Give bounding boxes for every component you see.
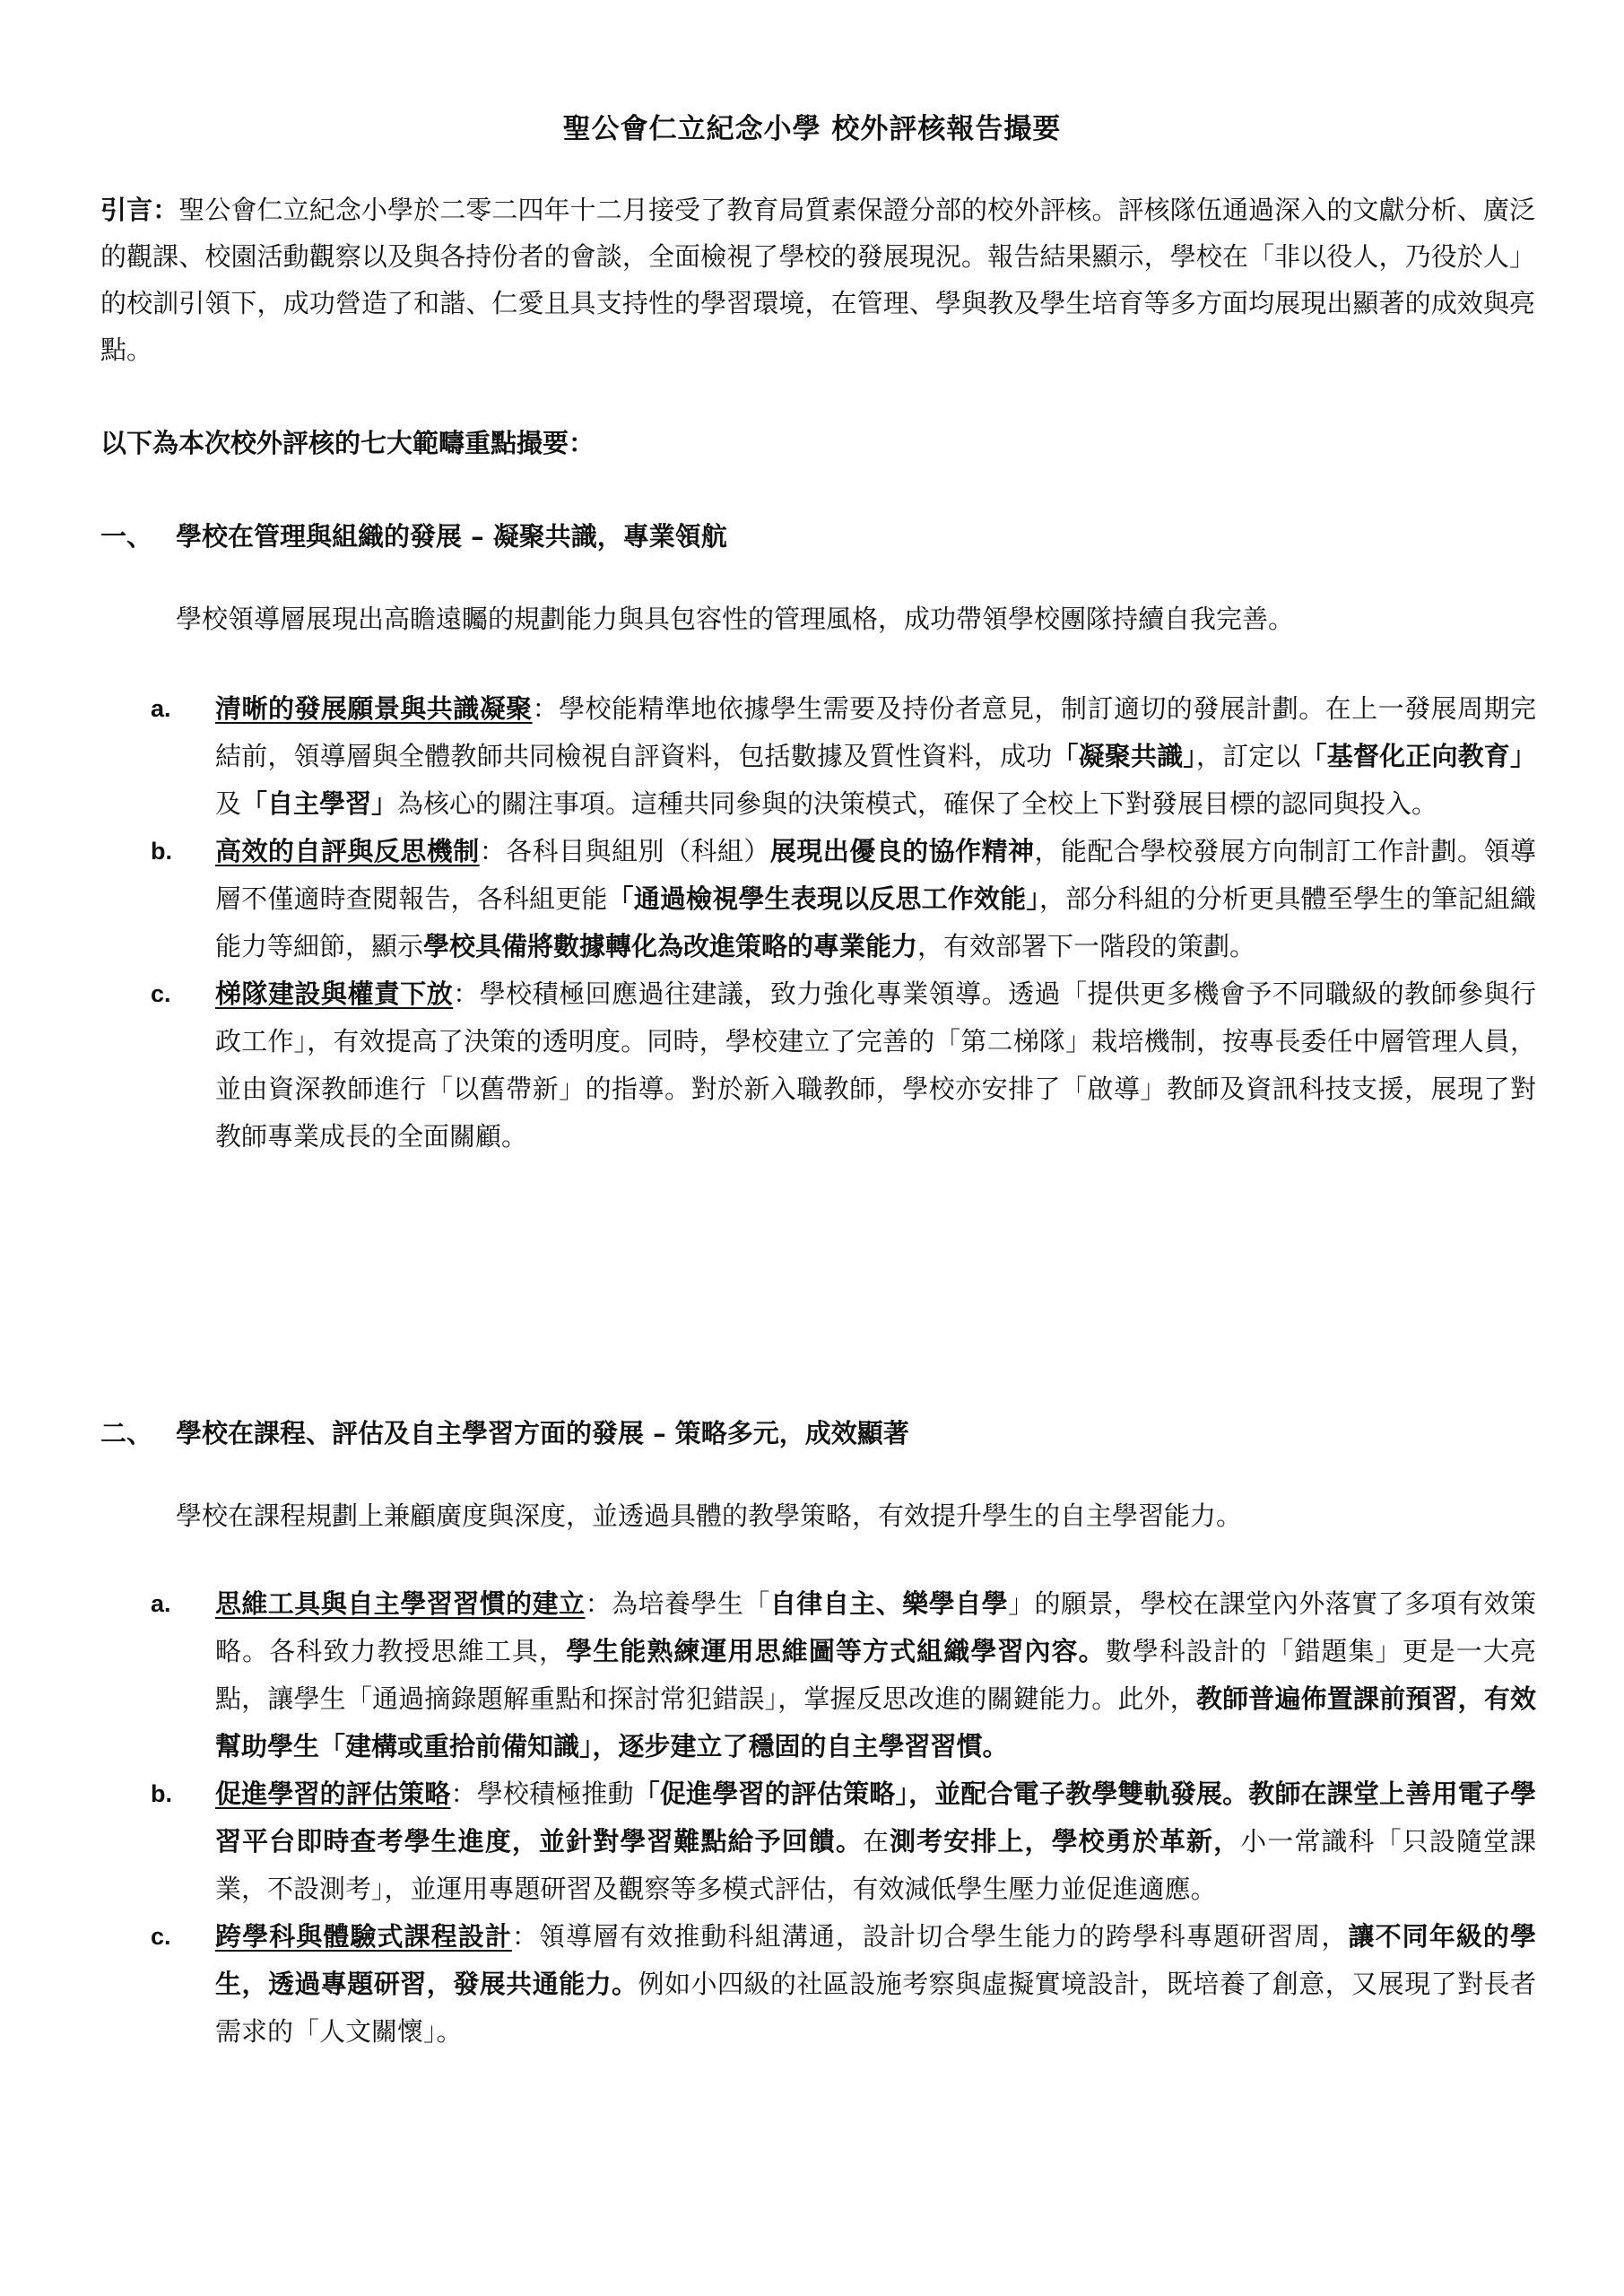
item-emphasis: 自律自主、樂學自學 [769,1588,1009,1619]
item-emphasis: 教師普遍佈置課前預習，有效幫助學生「建構或重拾前備知識」，逐步建立了穩固的自主學習習慣。 [215,1683,1536,1761]
item-text: ：領導層有效推動科組溝通，設計切合學生能力的跨學科專題研習周， [511,1921,1349,1952]
list-marker: a. [151,695,171,722]
section-title: 學校在課程、評估及自主學習方面的發展 – 策略多元，成效顯著 [176,1418,909,1448]
section-1-items [151,685,1536,1161]
item-emphasis: 測考安排上，學校勇於革新， [890,1826,1241,1857]
section-number: 二、 [100,1418,153,1448]
item-lead: 高效的自評與反思機制 [215,836,480,866]
section-title: 學校在管理與組織的發展 – 凝聚共識，專業領航 [176,521,727,552]
item-text: 及 [215,788,242,819]
item-text: 」的願景，學校在課堂內外落實了多項有效策略。各科致力教授思維工具， [215,1588,1536,1666]
item-text: 在 [862,1826,890,1857]
item-text: ，有效部署下一階段的策劃。 [917,931,1256,961]
item-text: ，部分科組的分析更具體至學生的筆記組織能力等細節，顯示 [215,883,1536,961]
item-text: 數學科設計的「錯題集」更是一大亮點，讓學生「通過摘錄題解重點和探討常犯錯誤」，掌握反思改進的關鍵能力。此外， [215,1636,1536,1714]
item-emphasis: 「凝聚共識」 [1052,741,1196,771]
item-lead: 思維工具與自主學習習慣的建立 [215,1588,586,1619]
list-item [151,828,1536,970]
item-text: ：學校能精準地依據學生需要及持份者意見，制訂適切的發展計劃。在上一發展周期完結前，領導層與全體教師共同檢視自評資料，包括數據及質性資料，成功 [215,693,1536,771]
list-marker: b. [151,1780,172,1807]
item-text: ：為培養學生「 [585,1588,770,1619]
item-emphasis: 學生能熟練運用思維圖等方式組織學習內容。 [566,1636,1106,1666]
list-marker: c. [151,1923,171,1950]
item-emphasis: 學校具備將數據轉化為改進策略的專業能力 [423,931,918,961]
item-emphasis: 「自主學習」 [241,788,398,819]
list-item [151,1770,1536,1913]
section-2-items [151,1580,1536,2056]
intro-paragraph [100,187,1535,373]
section-number: 一、 [100,521,153,552]
section-2-intro: 學校在課程規劃上兼顧廣度與深度，並透過具體的教學策略，有效提升學生的自主學習能力。 [176,1500,1243,1531]
item-text: 為核心的關注事項。這種共同參與的決策模式，確保了全校上下對發展目標的認同與投入。 [397,788,1438,819]
item-text: 小一常識科「只設隨堂課業，不設測考」，並運用專題研習及觀察等多模式評估，有效減低學生壓力並促進適應。 [215,1826,1536,1904]
section-2-heading [100,1410,909,1457]
item-text: ：各科目與組別（科組） [479,836,770,866]
list-item [151,970,1536,1161]
summary-heading: 以下為本次校外評核的七大範疇重點撮要： [100,428,595,458]
section-1-intro: 學校領導層展現出高瞻遠矚的規劃能力與具包容性的管理風格，成功帶領學校團隊持續自我完善。 [176,604,1295,634]
list-item [151,1580,1536,1770]
item-lead: 跨學科與體驗式課程設計 [215,1921,512,1952]
intro-text: 聖公會仁立紀念小學於二零二四年十二月接受了教育局質素保證分部的校外評核。評核隊伍通過深入的文獻分析、廣泛的觀課、校園活動觀察以及與各持份者的會談，全面檢視了學校的發展現況。報告結果顯示，學校在「非以役人，乃役於人」的校訓引領下，成功營造了和諧、仁愛且具支持性的學習環境，在管理、學與教及學生培育等多方面均展現出顯著的成效與亮點。 [100,195,1535,365]
item-text: ，能配合學校發展方向制訂工作計劃。領導層不僅適時查閱報告，各科組更能 [215,836,1536,914]
report-title: 聖公會仁立紀念小學 校外評核報告撮要 [562,113,1062,145]
item-emphasis: 「促進學習的評估策略」，並配合電子教學雙軌發展。教師在課堂上善用電子學習平台即時查考學生進度，並針對學習難點給予回饋。 [215,1779,1536,1857]
item-emphasis: 讓不同年級的學生，透過專題研習，發展共通能力。 [215,1921,1536,1999]
item-text: ，訂定以 [1195,741,1301,771]
item-text: 例如小四級的社區設施考察與虛擬實境設計，既培養了創意，又展現了對長者需求的「人文關懷」。 [215,1969,1536,2047]
list-item [151,1913,1536,2056]
intro-label: 引言： [100,195,179,225]
item-emphasis: 「通過檢視學生表現以反思工作效能」 [607,883,1039,914]
item-emphasis: 展現出優良的協作精神 [769,836,1035,866]
item-lead: 促進學習的評估策略 [215,1779,451,1809]
item-lead: 清晰的發展願景與共識凝聚 [215,693,533,724]
list-marker: b. [151,838,172,865]
list-marker: c. [151,980,171,1007]
item-lead: 梯隊建設與權責下放 [215,978,454,1009]
item-text: ：學校積極回應過往建議，致力強化專業領導。透過「提供更多機會予不同職級的教師參與行政工作」，有效提高了決策的透明度。同時，學校建立了完善的「第二梯隊」栽培機制，按專長委任中層管理人員，並由資深教師進行「以舊帶新」的指導。對於新入職教師，學校亦安排了「啟導」教師及資訊科技支援，展現了對教師專業成長的全面關顧。 [215,978,1536,1152]
list-item [151,685,1536,828]
item-text: ：學校積極推動 [450,1779,634,1809]
item-emphasis: 「基督化正向教育」 [1300,741,1536,771]
list-marker: a. [151,1590,171,1617]
section-1-heading [100,513,727,560]
